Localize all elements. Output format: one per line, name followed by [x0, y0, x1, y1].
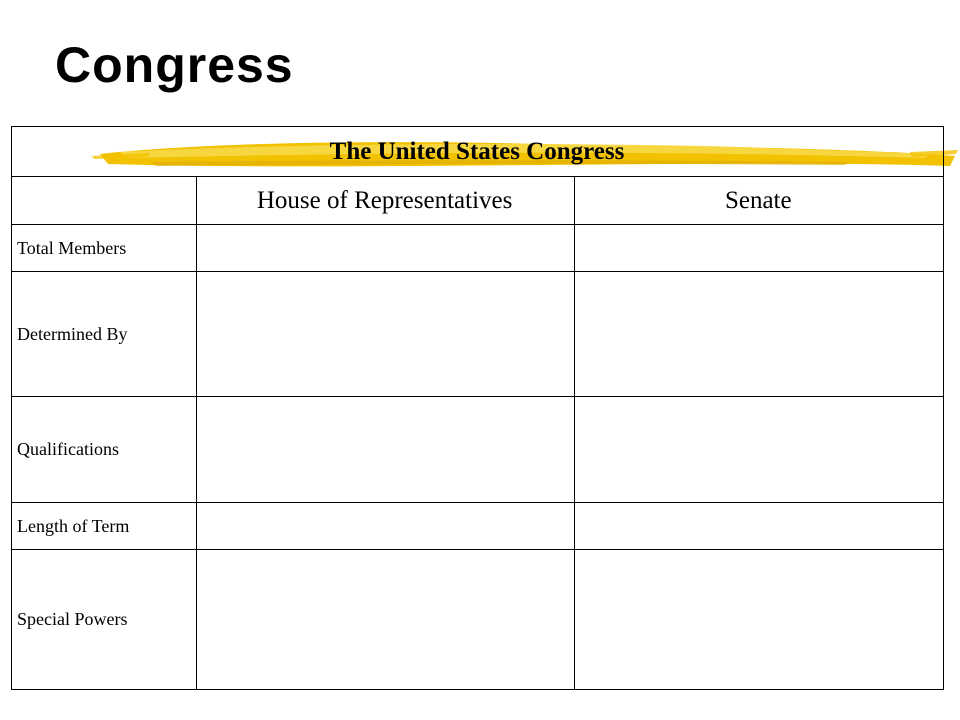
row-label-determined-by: Determined By: [12, 272, 197, 397]
cell-house-special-powers: [196, 550, 574, 690]
congress-comparison-table: [11, 126, 944, 690]
cell-senate-total-members: [574, 225, 943, 272]
table-caption: The United States Congress: [329, 137, 625, 165]
cell-senate-special-powers: [574, 550, 943, 690]
table-header-row: [12, 177, 944, 225]
cell-house-length-of-term: [196, 503, 574, 550]
table-row: [12, 225, 944, 272]
cell-house-total-members: [196, 225, 574, 272]
table-row: [12, 503, 944, 550]
table-corner-cell: [12, 177, 197, 225]
column-header-senate: Senate: [574, 177, 943, 225]
row-label-qualifications: Qualifications: [12, 397, 197, 503]
row-label-special-powers: Special Powers: [12, 550, 197, 690]
column-header-house: House of Representatives: [196, 177, 574, 225]
cell-senate-determined-by: [574, 272, 943, 397]
row-label-length-of-term: Length of Term: [12, 503, 197, 550]
cell-house-qualifications: [196, 397, 574, 503]
table-row: [12, 550, 944, 690]
table-caption-row: [12, 127, 944, 177]
table-caption-cell: [12, 127, 944, 177]
cell-senate-length-of-term: [574, 503, 943, 550]
cell-senate-qualifications: [574, 397, 943, 503]
row-label-total-members: Total Members: [12, 225, 197, 272]
table-row: [12, 397, 944, 503]
slide-title: Congress: [55, 37, 294, 93]
table-row: [12, 272, 944, 397]
cell-house-determined-by: [196, 272, 574, 397]
